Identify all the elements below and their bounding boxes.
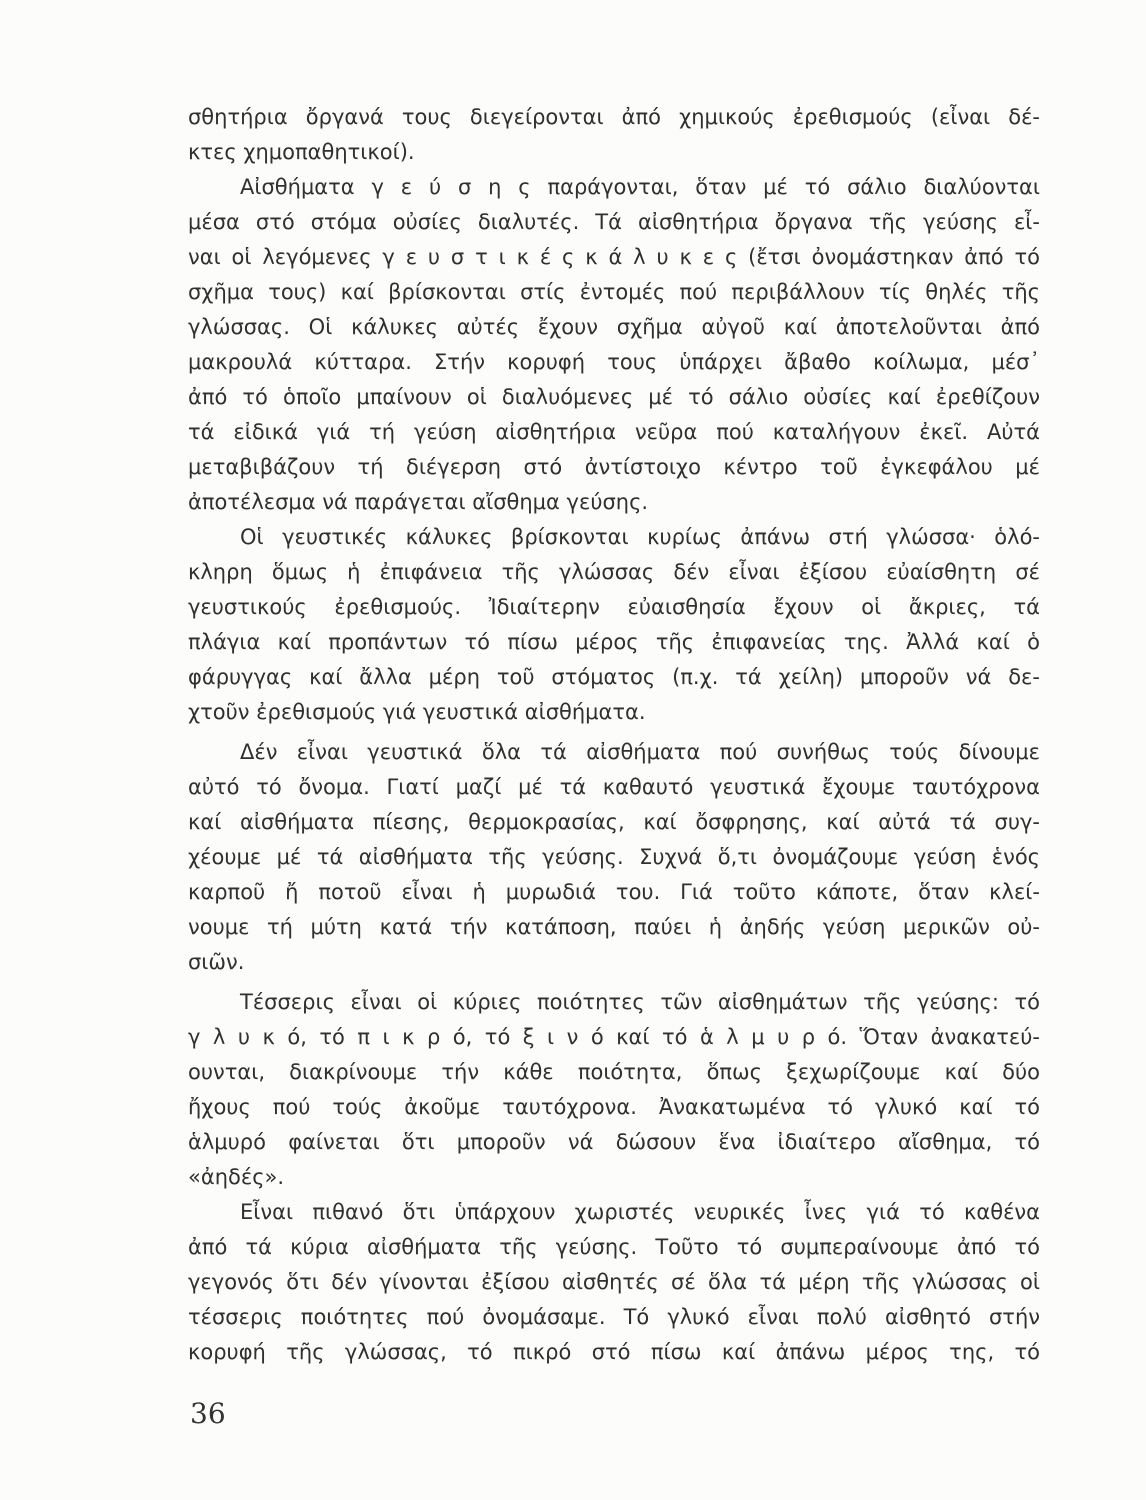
text-line: ουνται, διακρίνουμε τήν κάθε ποιότητα, ὅπως ξεχωρίζουμε καί δύο: [188, 1060, 1040, 1084]
text-line: ἁλμυρό φαίνεται ὅτι μποροῦν νά δώσουν ἕνα ἰδιαίτερο αἴσθημα, τό: [188, 1130, 1040, 1154]
text-line: χτοῦν ἐρεθισμούς γιά γευστικά αἰσθήματα.: [188, 700, 646, 724]
paragraph: [188, 100, 1040, 170]
text-line: γεγονός ὅτι δέν γίνονται ἐξίσου αἰσθητές σέ ὅλα τά μέρη τῆς γλώσσας οἱ: [188, 1270, 1040, 1294]
text-line: νουμε τή μύτη κατά τήν κατάποση, παύει ἡ ἀηδής γεύση μερικῶν οὐ-: [188, 915, 1040, 939]
text-line: ἀποτέλεσμα νά παράγεται αἴσθημα γεύσης.: [188, 490, 649, 514]
text-line: φάρυγγας καί ἄλλα μέρη τοῦ στόματος (π.χ. τά χείλη) μποροῦν νά δε-: [188, 665, 1040, 689]
text-line: πλάγια καί προπάντων τό πίσω μέρος τῆς ἐπιφανείας της. Ἀλλά καί ὁ: [188, 630, 1040, 654]
text-line: Αἰσθήματα γ ε ύ σ η ς παράγονται, ὅταν μέ τό σάλιο διαλύονται: [240, 175, 1040, 199]
text-line: αὐτό τό ὄνομα. Γιατί μαζί μέ τά καθαυτό γευστικά ἔχουμε ταυτόχρονα: [188, 775, 1040, 799]
paragraph: [188, 170, 1040, 520]
text-line: κτες χημοπαθητικοί).: [188, 140, 415, 164]
paragraph: [188, 985, 1040, 1195]
text-line: μεταβιβάζουν τή διέγερση στό ἀντίστοιχο κέντρο τοῦ ἐγκεφάλου μέ: [188, 455, 1040, 479]
text-line: γευστικούς ἐρεθισμούς. Ἰδιαίτερην εὐαισθησία ἔχουν οἱ ἄκριες, τά: [188, 595, 1040, 619]
text-line: σχῆμα τους) καί βρίσκονται στίς ἐντομές πού περιβάλλουν τίς θηλές τῆς: [188, 280, 1040, 304]
text-line: μέσα στό στόμα οὐσίες διαλυτές. Τά αἰσθητήρια ὄργανα τῆς γεύσης εἶ-: [188, 210, 1040, 234]
text-line: Δέν εἶναι γευστικά ὅλα τά αἰσθήματα πού συνήθως τούς δίνουμε: [240, 740, 1040, 764]
paragraph: [188, 520, 1040, 730]
text-line: ἀπό τά κύρια αἰσθήματα τῆς γεύσης. Τοῦτο τό συμπεραίνουμε ἀπό τό: [188, 1235, 1040, 1259]
text-line: Εἶναι πιθανό ὅτι ὑπάρχουν χωριστές νευρικές ἶνες γιά τό καθένα: [240, 1200, 1040, 1224]
body-text: [188, 100, 1040, 1370]
text-line: τέσσερις ποιότητες πού ὀνομάσαμε. Τό γλυκό εἶναι πολύ αἰσθητό στήν: [188, 1305, 1040, 1329]
text-line: κορυφή τῆς γλώσσας, τό πικρό στό πίσω καί ἀπάνω μέρος της, τό: [188, 1340, 1040, 1364]
text-line: ναι οἱ λεγόμενες γ ε υ σ τ ι κ έ ς κ ά λ υ κ ε ς (ἔτσι ὀνομάστηκαν ἀπό τό: [188, 245, 1040, 269]
text-line: ἀπό τό ὁποῖο μπαίνουν οἱ διαλυόμενες μέ τό σάλιο οὐσίες καί ἐρεθίζουν: [188, 385, 1040, 409]
text-line: γ λ υ κ ό, τό π ι κ ρ ό, τό ξ ι ν ό καί τό ἁ λ μ υ ρ ό. Ὅταν ἀνακατεύ-: [188, 1025, 1040, 1049]
text-line: σθητήρια ὄργανά τους διεγείρονται ἀπό χημικούς ἐρεθισμούς (εἶναι δέ-: [188, 105, 1040, 129]
text-line: μακρουλά κύτταρα. Στήν κορυφή τους ὑπάρχει ἄβαθο κοίλωμα, μέσ᾽: [188, 350, 1040, 374]
text-line: τά εἰδικά γιά τή γεύση αἰσθητήρια νεῦρα πού καταλήγουν ἐκεῖ. Αὐτά: [188, 420, 1040, 444]
paragraph: [188, 735, 1040, 980]
text-line: ἤχους πού τούς ἀκοῦμε ταυτόχρονα. Ἀνακατωμένα τό γλυκό καί τό: [188, 1095, 1040, 1119]
text-line: Τέσσερις εἶναι οἱ κύριες ποιότητες τῶν αἰσθημάτων τῆς γεύσης: τό: [240, 990, 1040, 1014]
paragraph: [188, 1195, 1040, 1370]
text-line: χέουμε μέ τά αἰσθήματα τῆς γεύσης. Συχνά ὅ,τι ὀνομάζουμε γεύση ἑνός: [188, 845, 1040, 869]
text-line: γλώσσας. Οἱ κάλυκες αὐτές ἔχουν σχῆμα αὐγοῦ καί ἀποτελοῦνται ἀπό: [188, 315, 1040, 339]
text-line: κληρη ὅμως ἡ ἐπιφάνεια τῆς γλώσσας δέν εἶναι ἐξίσου εὐαίσθητη σέ: [188, 560, 1040, 584]
text-line: «ἀηδές».: [188, 1165, 285, 1189]
text-line: σιῶν.: [188, 950, 245, 974]
text-line: καρποῦ ἤ ποτοῦ εἶναι ἡ μυρωδιά του. Γιά τοῦτο κάποτε, ὅταν κλεί-: [188, 880, 1040, 904]
text-line: Οἱ γευστικές κάλυκες βρίσκονται κυρίως ἀπάνω στή γλώσσα· ὁλό-: [240, 525, 1040, 549]
page-number: 36: [190, 1397, 226, 1430]
text-line: καί αἰσθήματα πίεσης, θερμοκρασίας, καί ὄσφρησης, καί αὐτά τά συγ-: [188, 810, 1040, 834]
